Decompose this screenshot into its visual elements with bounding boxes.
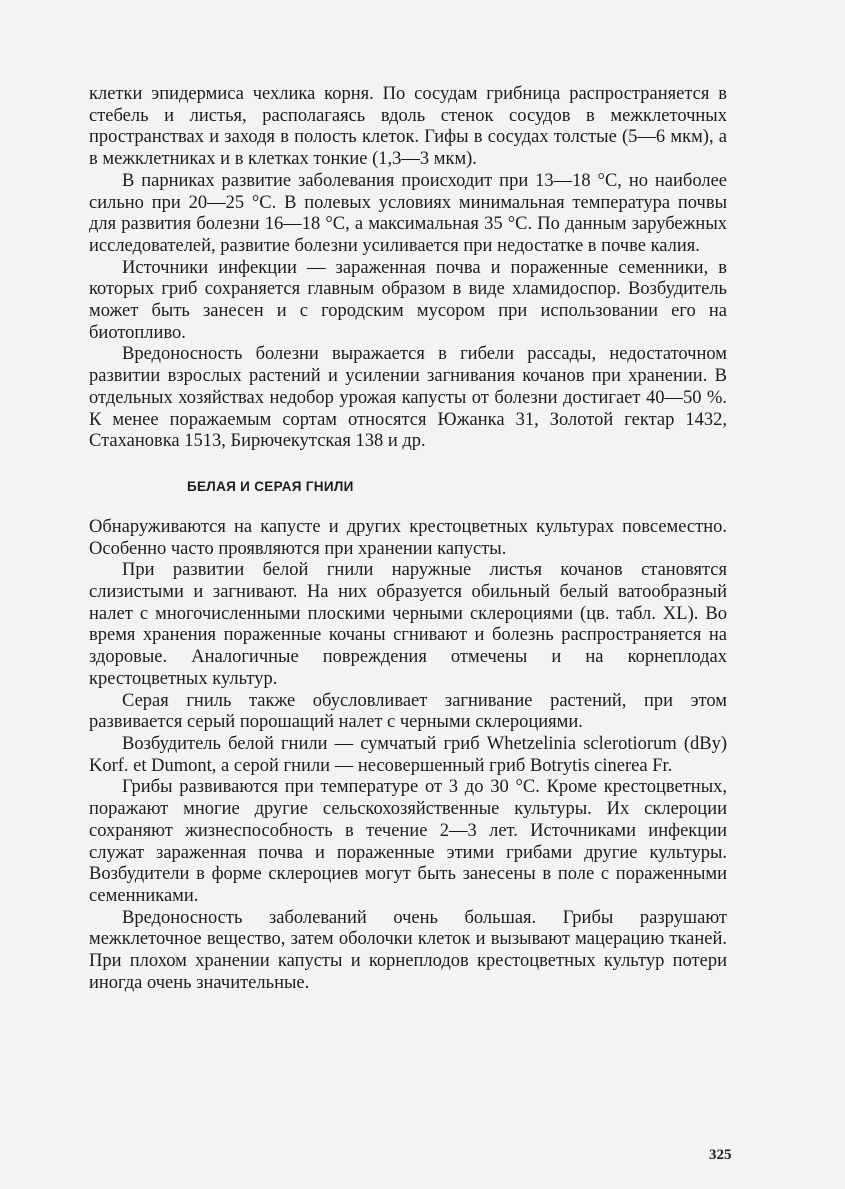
paragraph: Вредоносность заболеваний очень большая. Грибы разрушают межклеточное вещество, затем оболочки клеток и вызывают мацерацию тканей. При плохом хранении капусты и корнеплодов крестоцветных культур потери иногда очень значительные. bbox=[89, 907, 727, 993]
page-body bbox=[89, 84, 727, 994]
paragraph: Серая гниль также обусловливает загнивание растений, при этом развивается серый порошащий налет с черными склероциями. bbox=[89, 690, 727, 733]
paragraph: В парниках развитие заболевания происходит при 13—18 °С, но наиболее сильно при 20—25 °С. В полевых условиях минимальная температура почвы для развития болезни 16—18 °С, а максимальная 35 °С. По данным зарубежных исследователей, развитие болезни усиливается при недостатке в почве калия. bbox=[89, 170, 727, 256]
paragraph: клетки эпидермиса чехлика корня. По сосудам грибница распространяется в стебель и листья, располагаясь вдоль стенок сосудов в межклеточных пространствах и заходя в полость клеток. Гифы в сосудах толстые (5—6 мкм), а в межклетниках и в клетках тонкие (1,3—3 мкм). bbox=[89, 84, 727, 170]
paragraph: Вредоносность болезни выражается в гибели рассады, недостаточном развитии взрослых растений и усилении загнивания кочанов при хранении. В отдельных хозяйствах недобор урожая капусты от болезни достигает 40—50 %. К менее поражаемым сортам относятся Южанка 31, Золотой гектар 1432, Стахановка 1513, Бирючекутская 138 и др. bbox=[89, 344, 727, 452]
section-heading: БЕЛАЯ И СЕРАЯ ГНИЛИ bbox=[187, 478, 354, 494]
paragraph: При развитии белой гнили наружные листья кочанов становятся слизистыми и загнивают. На них образуется обильный белый ватообразный налет с многочисленными плоскими черными склероциями (цв. табл. XL). Во время хранения пораженные кочаны сгнивают и болезнь распространяется на здоровые. Аналогичные повреждения отмечены и на корнеплодах крестоцветных культур. bbox=[89, 560, 727, 689]
page-number: 325 bbox=[709, 1147, 732, 1163]
paragraph: Источники инфекции — зараженная почва и пораженные семенники, в которых гриб сохраняется главным образом в виде хламидоспор. Возбудитель может быть занесен и с городским мусором при использовании его на биотопливо. bbox=[89, 257, 727, 343]
paragraph: Возбудитель белой гнили — сумчатый гриб Whetzelinia sclerotiorum (dBy) Korf. et Dumont, а серой гнили — несовершенный гриб Botrytis cinerea Fr. bbox=[89, 733, 727, 776]
text-block-top bbox=[89, 84, 727, 453]
text-block-bottom bbox=[89, 517, 727, 994]
paragraph: Обнаруживаются на капусте и других крестоцветных культурах повсеместно. Особенно часто проявляются при хранении капусты. bbox=[89, 516, 727, 559]
paragraph: Грибы развиваются при температуре от 3 до 30 °С. Кроме крестоцветных, поражают многие другие сельскохозяйственные культуры. Их склероции сохраняют жизнеспособность в течение 2—3 лет. Источниками инфекции служат зараженная почва и пораженные этими грибами другие культуры. Возбудители в форме склероциев могут быть занесены в поле с пораженными семенниками. bbox=[89, 777, 727, 906]
